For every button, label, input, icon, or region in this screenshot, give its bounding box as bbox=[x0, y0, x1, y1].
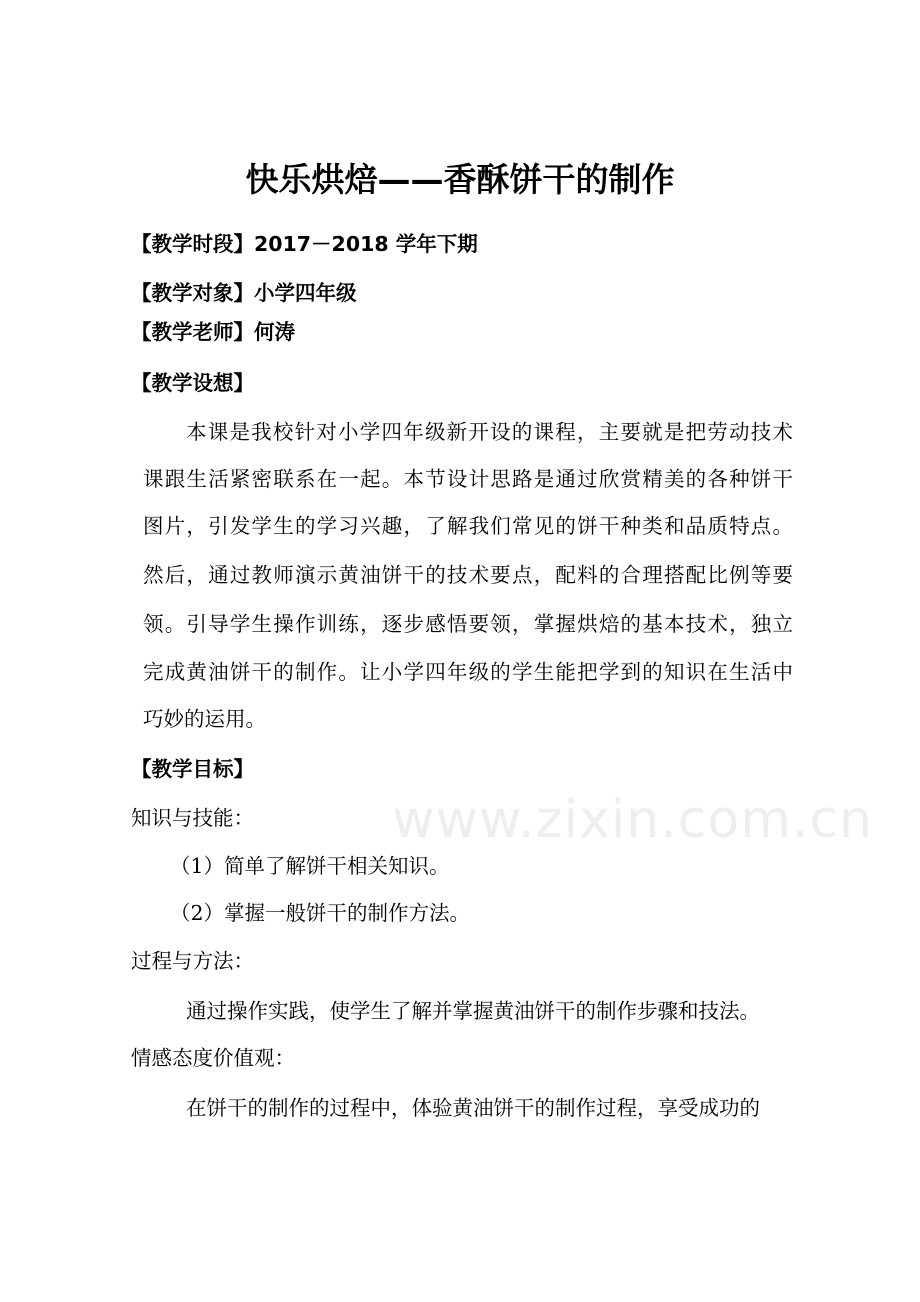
meta-teacher-label: 【教学老师】 bbox=[131, 320, 254, 344]
meta-target bbox=[131, 279, 357, 307]
meta-teacher bbox=[131, 318, 295, 346]
emotion-text: 在饼干的制作的过程中，体验黄油饼干的制作过程，享受成功的 bbox=[186, 1096, 760, 1120]
design-heading: 【教学设想】 bbox=[131, 371, 254, 395]
meta-teacher-value: 何涛 bbox=[254, 320, 295, 344]
design-paragraph-line: 课跟生活紧密联系在一起。本节设计思路是通过欣赏精美的各种饼干 bbox=[143, 467, 793, 491]
goals-heading: 【教学目标】 bbox=[131, 757, 254, 781]
design-paragraph-line: 领。引导学生操作训练，逐步感悟要领，掌握烘焙的基本技术，独立 bbox=[143, 612, 793, 636]
design-paragraph-line: 完成黄油饼干的制作。让小学四年级的学生能把学到的知识在生活中 bbox=[143, 660, 793, 684]
knowledge-item: （2）掌握一般饼干的制作方法。 bbox=[170, 901, 471, 925]
document-title: 快乐烘焙——香酥饼干的制作 bbox=[245, 160, 675, 199]
emotion-label: 情感态度价值观： bbox=[131, 1046, 295, 1070]
knowledge-item: （1）简单了解饼干相关知识。 bbox=[170, 854, 450, 878]
meta-period bbox=[131, 230, 478, 258]
meta-period-value: 2017－2018 学年下期 bbox=[254, 232, 478, 256]
watermark: www.zixin.com.cn bbox=[392, 790, 873, 850]
design-paragraph-line: 图片，引发学生的学习兴趣，了解我们常见的饼干种类和品质特点。 bbox=[143, 514, 793, 538]
process-text: 通过操作实践，使学生了解并掌握黄油饼干的制作步骤和技法。 bbox=[186, 999, 760, 1023]
knowledge-label: 知识与技能： bbox=[131, 806, 254, 830]
design-paragraph-line: 然后，通过教师演示黄油饼干的技术要点，配料的合理搭配比例等要 bbox=[143, 563, 793, 587]
meta-period-label: 【教学时段】 bbox=[131, 232, 254, 256]
process-label: 过程与方法： bbox=[131, 949, 254, 973]
design-paragraph-line: 巧妙的运用。 bbox=[143, 707, 266, 731]
design-paragraph-line: 本课是我校针对小学四年级新开设的课程，主要就是把劳动技术 bbox=[186, 420, 793, 444]
meta-target-value: 小学四年级 bbox=[254, 281, 357, 305]
meta-target-label: 【教学对象】 bbox=[131, 281, 254, 305]
